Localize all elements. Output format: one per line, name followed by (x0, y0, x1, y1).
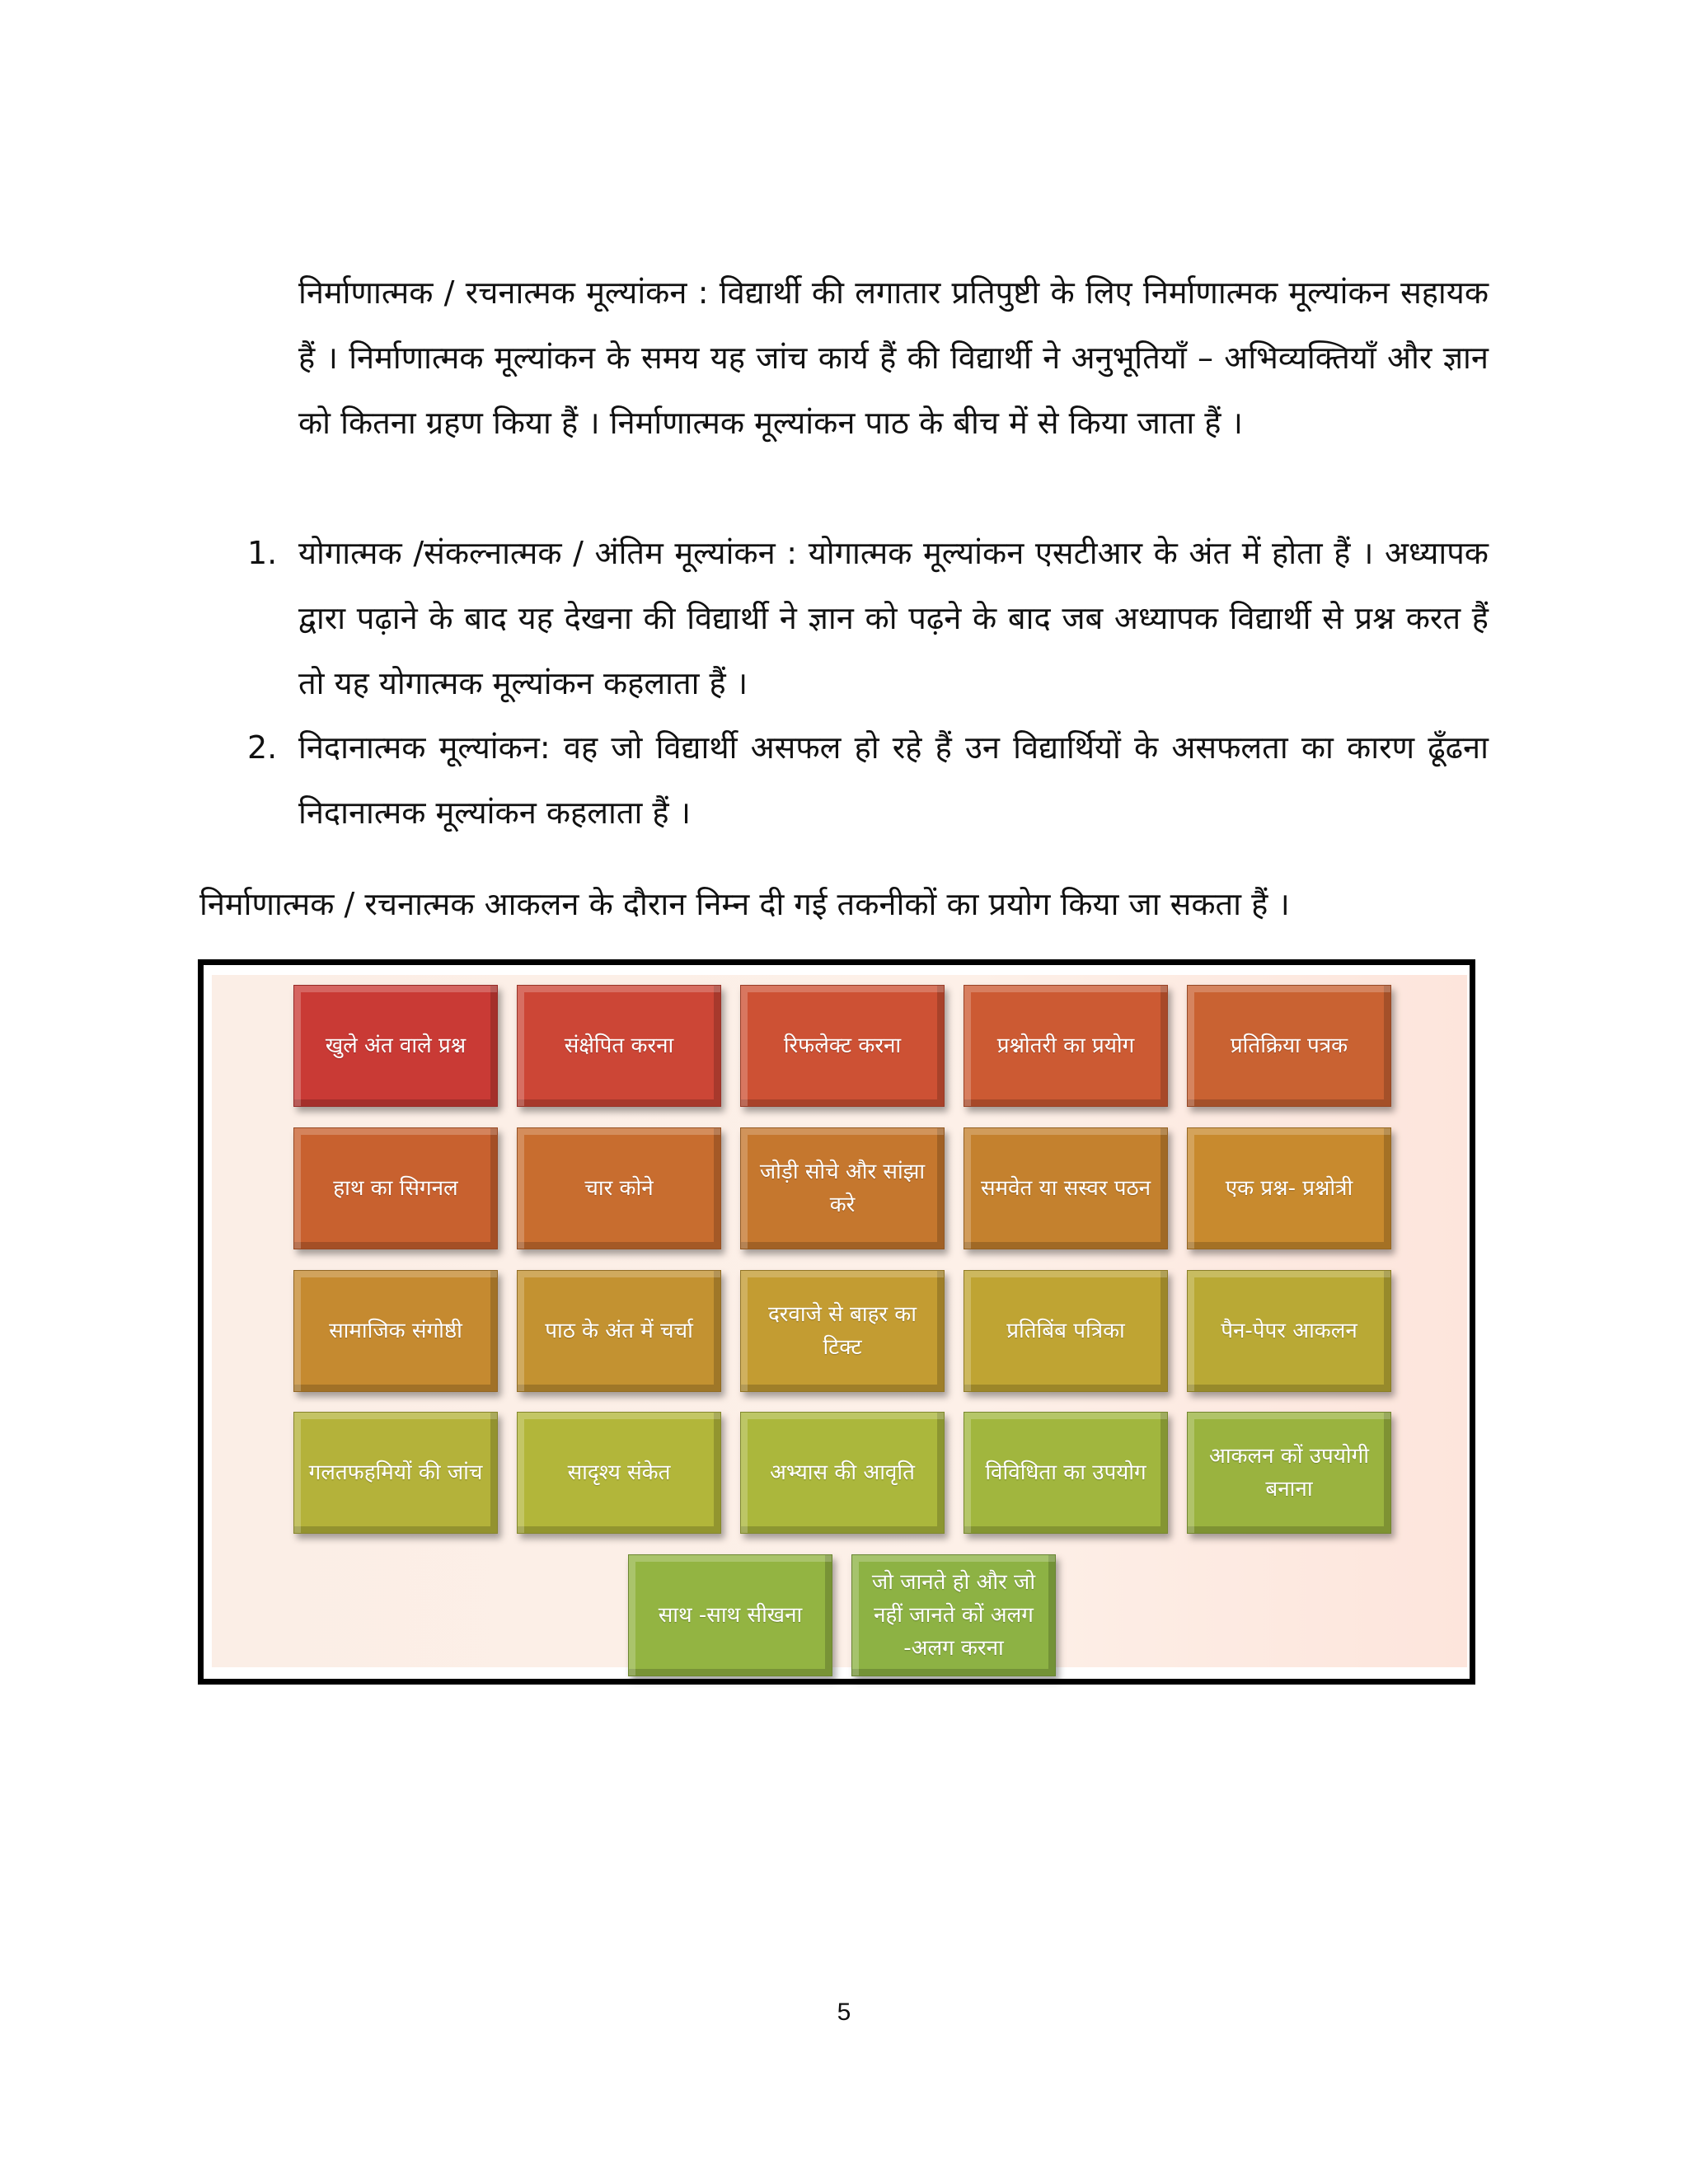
list-text: निदानात्मक मूल्यांकन: वह जो विद्यार्थी असफल हो रहे हैं उन विद्यार्थियों के असफलता का कारण ढूँढना निदानात्मक मूल्यांकन कहलाता हैं । (298, 729, 1489, 831)
technique-tile: समवेत या सस्वर पठन (964, 1127, 1168, 1249)
list-item (239, 521, 1489, 716)
diagram-background (212, 975, 1467, 1667)
technique-tile: जो जानते हो और जो नहीं जानते कों अलग -अलग करना (851, 1554, 1056, 1676)
technique-tile: प्रतिक्रिया पत्रक (1187, 985, 1391, 1107)
technique-tile: हाथ का सिगनल (293, 1127, 498, 1249)
technique-tile: आकलन कों उपयोगी बनाना (1187, 1412, 1391, 1534)
intro-paragraph: निर्माणात्मक / रचनात्मक मूल्यांकन : विद्यार्थी की लगातार प्रतिपुष्टी के लिए निर्माणात्मक मूल्यांकन सहायक हैं । निर्माणात्मक मूल्यांकन के समय यह जांच कार्य हैं की विद्यार्थी ने अनुभूतियाँ – अभिव्यक्तियाँ और ज्ञान को कितना ग्रहण किया हैं । निर्माणात्मक मूल्यांकन पाठ के बीच में से किया जाता हैं । (298, 274, 1489, 441)
technique-tile: जोड़ी सोचे और सांझा करे (740, 1127, 945, 1249)
technique-tile: विविधिता का उपयोग (964, 1412, 1168, 1534)
technique-tile: सादृश्य संकेत (517, 1412, 721, 1534)
technique-tile: अभ्यास की आवृति (740, 1412, 945, 1534)
technique-tile: गलतफहमियों की जांच (293, 1412, 498, 1534)
technique-tile: खुले अंत वाले प्रश्न (293, 985, 498, 1107)
technique-tile: प्रतिबिंब पत्रिका (964, 1270, 1168, 1392)
technique-tile: संक्षेपित करना (517, 985, 721, 1107)
technique-tile: चार कोने (517, 1127, 721, 1249)
technique-tile: साथ -साथ सीखना (628, 1554, 832, 1676)
technique-tile: पाठ के अंत में चर्चा (517, 1270, 721, 1392)
technique-tile: रिफलेक्ट करना (740, 985, 945, 1107)
list-text: योगात्मक /संकल्नात्मक / अंतिम मूल्यांकन : योगात्मक मूल्यांकन एसटीआर के अंत में होता हैं । अध्यापक द्वारा पढ़ाने के बाद यह देखना की विद्यार्थी ने ज्ञान को पढ़ने के बाद जब अध्यापक विद्यार्थी से प्रश्न करत हैं तो यह योगात्मक मूल्यांकन कहलाता हैं । (298, 535, 1489, 701)
technique-tile: सामाजिक संगोष्ठी (293, 1270, 498, 1392)
technique-tile: एक प्रश्न- प्रश्नोत्री (1187, 1127, 1391, 1249)
list-number: 1. (247, 535, 278, 571)
list-number: 2. (247, 729, 278, 766)
technique-tile: दरवाजे से बाहर का टिक्ट (740, 1270, 945, 1392)
technique-tile: पैन-पेपर आकलन (1187, 1270, 1391, 1392)
technique-tile: प्रश्नोतरी का प्रयोग (964, 985, 1168, 1107)
techniques-lead-sentence: निर्माणात्मक / रचनात्मक आकलन के दौरान निम्न दी गई तकनीकों का प्रयोग किया जा सकता हैं । (199, 886, 1290, 922)
techniques-diagram (198, 959, 1475, 1685)
list-item (239, 715, 1489, 846)
page-number: 5 (837, 1999, 851, 2026)
